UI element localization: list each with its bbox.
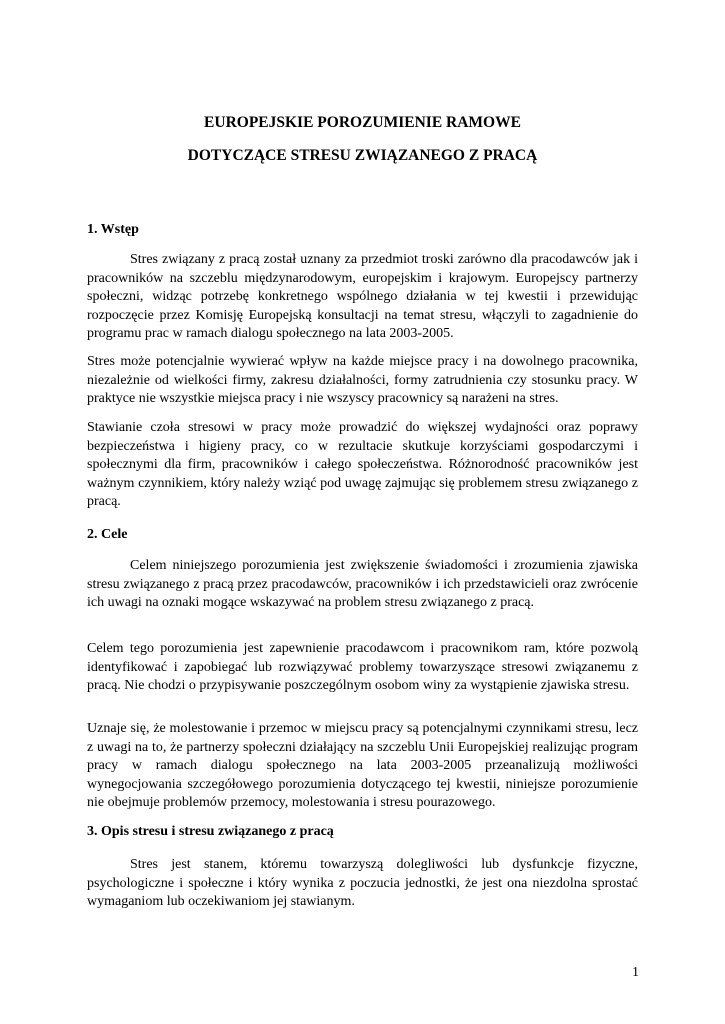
document-title-line-2: DOTYCZĄCE STRESU ZWIĄZANEGO Z PRACĄ (187, 147, 538, 164)
section-heading-wstep: 1. Wstęp (87, 222, 139, 237)
section-2-paragraph-1: Celem niniejszego porozumienia jest zwiększenie świadomości i zrozumienia zjawiska stresu związanego z pracą przez pracodawców, pracowników i ich przedstawicieli oraz zwrócenie ich uwagi na oznaki mogące wskazywać na problem stresu związanego z pracą. (87, 558, 638, 611)
section-heading-cele: 2. Cele (87, 527, 128, 542)
page-number: 1 (632, 965, 639, 980)
document-title-line-1: EUROPEJSKIE POROZUMIENIE RAMOWE (204, 114, 521, 131)
section-heading-opis-stresu: 3. Opis stresu i stresu związanego z pracą (87, 824, 334, 839)
section-2-paragraph-3: Uznaje się, że molestowanie i przemoc w miejscu pracy są potencjalnymi czynnikami stresu, lecz z uwagi na to, że partnerzy społeczni działający na szczeblu Unii Europejskiej realizując program pracy w ramach dialogu społecznego na lata 2003-2005 przeanalizują możliwości wynegocjowania szczegółowego porozumienia dotyczącego tej kwestii, niniejsze porozumienie nie obejmuje problemów przemocy, molestowania i stresu pourazowego. (87, 721, 638, 811)
section-2-paragraph-2: Celem tego porozumienia jest zapewnienie pracodawcom i pracownikom ram, które pozwolą identyfikować i zapobiegać lub rozwiązywać problemy towarzyszące stresowi związanemu z pracą. Nie chodzi o przypisywanie poszczególnym osobom winy za wystąpienie zjawiska stresu. (87, 641, 638, 694)
section-1-paragraph-2: Stres może potencjalnie wywierać wpływ na każde miejsce pracy i na dowolnego pracownika, niezależnie od wielkości firmy, zakresu działalności, formy zatrudnienia czy stosunku pracy. W praktyce nie wszystkie miejsca pracy i nie wszyscy pracownicy są narażeni na stres. (87, 354, 638, 407)
section-3-paragraph-1: Stres jest stanem, któremu towarzyszą dolegliwości lub dysfunkcje fizyczne, psychologiczne i społeczne i który wynika z poczucia jednostki, że jest ona niezdolna sprostać wymaganiom lub oczekiwaniom jej stawianym. (87, 857, 638, 910)
section-1-paragraph-3: Stawianie czoła stresowi w pracy może prowadzić do większej wydajności oraz poprawy bezpieczeństwa i higieny pracy, co w rezultacie skutkuje korzyściami gospodarczymi i społecznymi dla firm, pracowników i całego społeczeństwa. Różnorodność pracowników jest ważnym czynnikiem, który należy wziąć pod uwagę zajmując się problemem stresu związanego z pracą. (87, 420, 638, 510)
section-1-paragraph-1: Stres związany z pracą został uznany za przedmiot troski zarówno dla pracodawców jak i pracowników na szczeblu międzynarodowym, europejskim i krajowym. Europejscy partnerzy społeczni, widząc potrzebę konkretnego wspólnego działania w tej kwestii i przewidując rozpoczęcie przez Komisję Europejską konsultacji na temat stresu, włączyli to zagadnienie do programu prac w ramach dialogu społecznego na lata 2003-2005. (87, 252, 638, 342)
